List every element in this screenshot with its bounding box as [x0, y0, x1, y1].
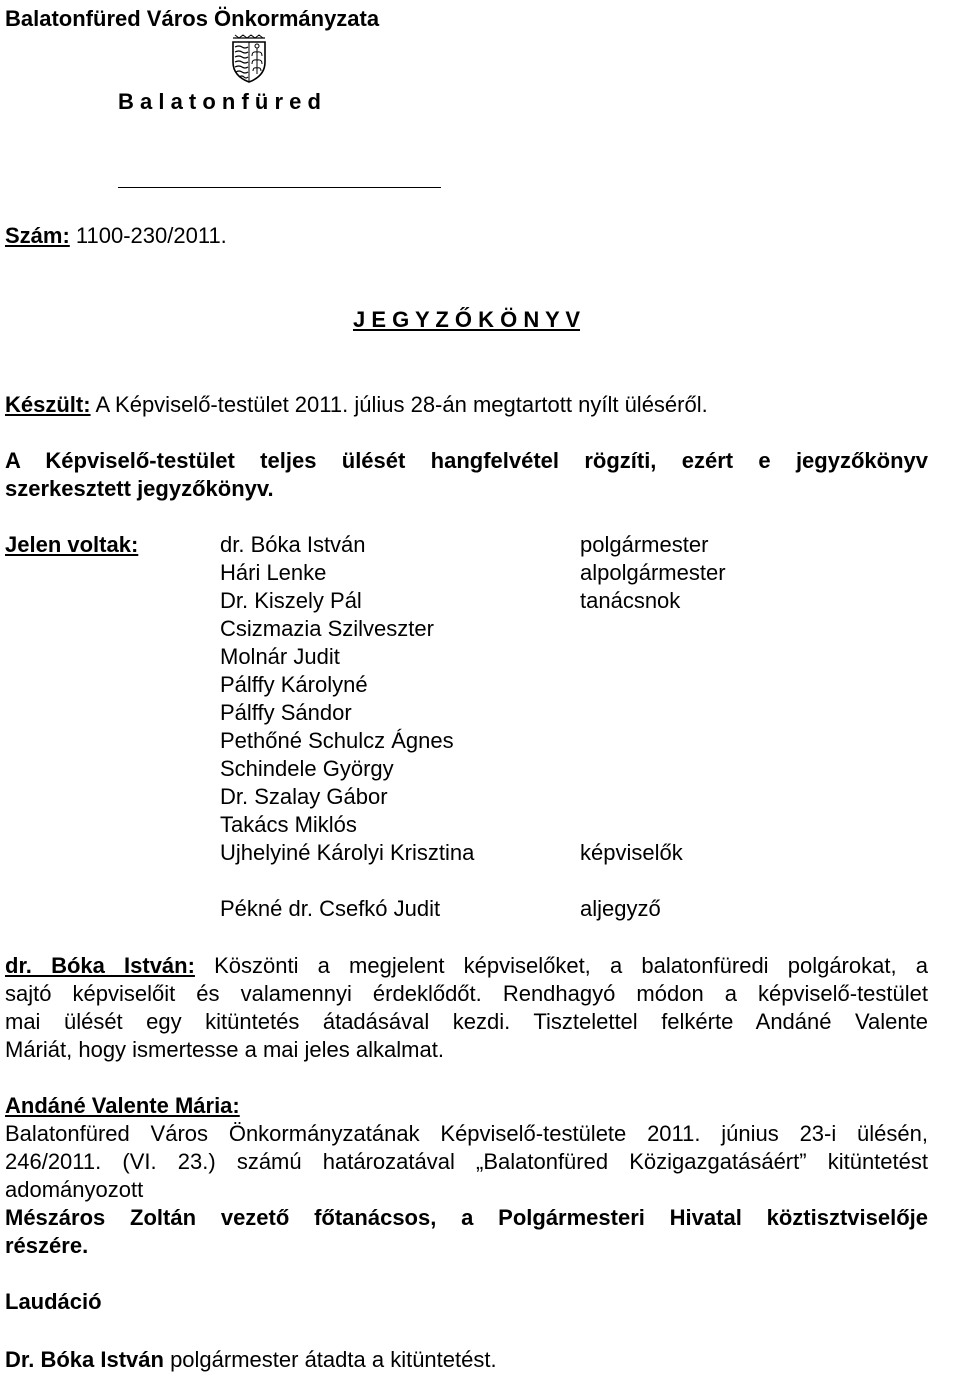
coat-of-arms-icon — [231, 34, 267, 84]
speaker-name: dr. Bóka István: — [5, 953, 195, 978]
attendee-name: Takács Miklós — [220, 812, 357, 837]
made-text: A Képviselő-testület 2011. július 28-án megtartott nyílt üléséről. — [95, 392, 708, 417]
attendee-role: aljegyző — [580, 896, 661, 921]
speech1-line-1 — [5, 952, 928, 980]
document-title: J E G Y Z Ő K Ö N Y V — [353, 307, 581, 332]
attendee-name: Hári Lenke — [220, 560, 327, 585]
speech2-line-2: 246/2011. (VI. 23.) számú határozatával „Balatonfüred Közigazgatásáért” kitüntetést — [5, 1149, 928, 1174]
speech1-line-3: mai ülését egy kitüntetés átadásával kezdi. Tisztelettel felkérte Andáné Valente — [5, 1009, 928, 1034]
laudation-heading: Laudáció — [5, 1289, 102, 1314]
attendee-name: Csizmazia Szilveszter — [220, 616, 434, 641]
recording-note-line-2: szerkesztett jegyzőkönyv. — [5, 476, 274, 501]
speech1-line-2: sajtó képviselőit és valamennyi érdeklődőt. Rendhagyó módon a képviselő-testület — [5, 981, 928, 1006]
closing-line — [5, 1346, 497, 1374]
attendee-name: dr. Bóka István — [220, 532, 366, 557]
speaker-name: Andáné Valente Mária: — [5, 1093, 240, 1118]
speech1-line-4: Máriát, hogy ismertesse a mai jeles alkalmat. — [5, 1037, 444, 1062]
made-label: Készült: — [5, 392, 91, 417]
awardee-line-1: Mészáros Zoltán vezető főtanácsos, a Polgármesteri Hivatal köztisztviselője — [5, 1205, 928, 1230]
made-line — [5, 391, 708, 419]
attendance-label: Jelen voltak: — [5, 532, 139, 557]
attendee-role: képviselők — [580, 840, 683, 865]
speech1-text: Köszönti a megjelent képviselőket, a balatonfüredi polgárokat, a — [214, 953, 928, 978]
attendee-name: Schindele György — [220, 756, 394, 781]
attendee-name: Pethőné Schulcz Ágnes — [220, 728, 454, 753]
header-divider — [118, 187, 441, 188]
attendee-role: polgármester — [580, 532, 709, 557]
attendee-name: Dr. Szalay Gábor — [220, 784, 388, 809]
town-name: B a l a t o n f ü r e d — [118, 89, 321, 114]
awardee-line-2: részére. — [5, 1233, 89, 1258]
attendee-role: alpolgármester — [580, 560, 726, 585]
closing-name: Dr. Bóka István — [5, 1347, 164, 1372]
attendee-name: Ujhelyiné Károlyi Krisztina — [220, 840, 475, 865]
attendee-name: Pálffy Sándor — [220, 700, 352, 725]
speech2-line-3: adományozott — [5, 1177, 144, 1202]
attendee-name: Dr. Kiszely Pál — [220, 588, 362, 613]
closing-text: polgármester átadta a kitüntetést. — [163, 1347, 497, 1372]
attendee-name: Molnár Judit — [220, 644, 340, 669]
org-name: Balatonfüred Város Önkormányzata — [5, 6, 380, 31]
reference-line — [5, 222, 227, 250]
attendee-role: tanácsnok — [580, 588, 681, 613]
recording-note-line-1: A Képviselő-testület teljes ülését hangfelvétel rögzíti, ezért e jegyzőkönyv — [5, 448, 928, 473]
speech2-line-1: Balatonfüred Város Önkormányzatának Képviselő-testülete 2011. június 23-i ülésén, — [5, 1121, 928, 1146]
attendee-name: Pálffy Károlyné — [220, 672, 368, 697]
reference-label: Szám: — [5, 223, 70, 248]
attendee-name: Pékné dr. Csefkó Judit — [220, 896, 441, 921]
reference-value: 1100-230/2011. — [75, 223, 227, 248]
